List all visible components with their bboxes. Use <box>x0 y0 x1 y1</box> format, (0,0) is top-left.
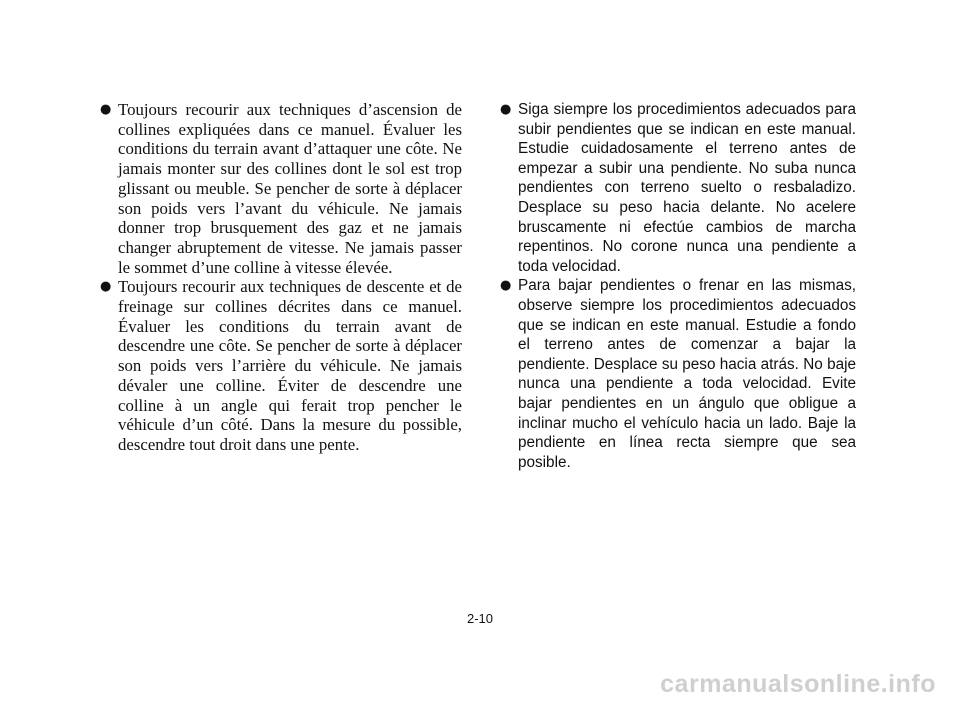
spanish-column <box>500 100 856 472</box>
bullet-icon: ● <box>100 102 112 117</box>
bullet-icon: ● <box>500 102 512 117</box>
french-column <box>100 100 462 455</box>
item-text: Toujours recourir aux techniques d’ascension de collines expliquées dans ce manuel. Évaluer les conditions du terrain avant d’attaquer une côte. Ne jamais monter sur des collines dont le sol est trop glissant ou meuble. Se pencher de sorte à déplacer son poids vers l’avant du véhicule. Ne jamais donner trop brusquement des gaz et ne jamais changer abruptement de vitesse. Ne jamais passer le sommet d’une colline à vitesse élevée. <box>118 100 462 277</box>
watermark: carmanualsonline.info <box>660 670 936 698</box>
list-item <box>500 276 856 472</box>
bullet-icon: ● <box>500 278 512 294</box>
item-text: Toujours recourir aux techniques de descente et de freinage sur collines décrites dans ce manuel. Évaluer les conditions du terrain avant de descendre une côte. Se pencher de sorte à déplacer son poids vers l’arrière du véhicule. Ne jamais dévaler une colline. Éviter de descendre une colline à un angle qui ferait trop pencher le véhicule d’un côté. Dans la mesure du possible, descendre tout droit dans une pente. <box>118 277 462 454</box>
item-text: Siga siempre los procedimientos adecuados para subir pendientes que se indican en este manual. Estudie cuidadosamente el terreno antes de empezar a subir una pendiente. No suba nunca pendientes con terreno suelto o resbaladizo. Desplace su peso hacia delante. No acelere bruscamente ni efectúe cambios de marcha repentinos. No corone nunca una pendiente a toda velocidad. <box>518 101 856 275</box>
bullet-icon: ● <box>100 279 112 295</box>
list-item <box>500 100 856 276</box>
list-item <box>100 277 462 454</box>
list-item <box>100 100 462 277</box>
page-number: 2-10 <box>466 611 494 626</box>
item-text: Para bajar pendientes o frenar en las mismas, observe siempre los procedimientos adecuados que se indican en este manual. Estudie a fondo el terreno antes de comenzar a bajar la pendiente. Desplace su peso hacia atrás. No baje nunca una pendiente a toda velocidad. Evite bajar pendientes en un ángulo que obligue a inclinar mucho el vehículo hacia un lado. Baje la pendiente en línea recta siempre que sea posible. <box>518 277 856 471</box>
